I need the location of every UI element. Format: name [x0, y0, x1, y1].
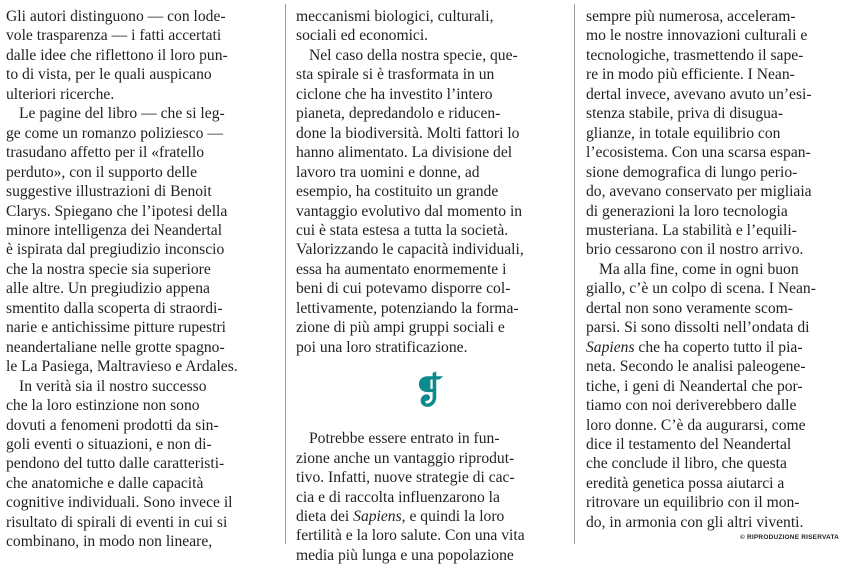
- text-line: In verità sia il nostro successo: [19, 377, 207, 395]
- text-line: Clarys. Spiegano che l’ipotesi della: [6, 202, 228, 220]
- text-line: beni di cui potevamo disporre col-: [296, 280, 511, 298]
- text-line: ciclone che ha investito l’intero: [296, 85, 493, 103]
- text-line: tiamo con noi deriverebbero dalle: [586, 397, 797, 415]
- copyright-notice: © RIPRODUZIONE RISERVATA: [740, 534, 840, 541]
- text-line: brio cessarono con il nostro arrivo.: [586, 241, 804, 259]
- text-line: neandertaliane nelle grotte spagno-: [6, 338, 225, 356]
- text-line: to di vista, per le quali auspicano: [6, 66, 212, 84]
- text-line: dieta dei Sapiens, e quindi la loro: [296, 507, 505, 525]
- text-line: che la nostra specie sia superiore: [6, 260, 211, 278]
- column-2-bottom: [296, 429, 562, 565]
- text-line: dalle idee che riflettono il loro pun-: [6, 46, 228, 64]
- text-line: lettivamente, potenziando la forma-: [296, 299, 519, 317]
- text-line: mo le nostre innovazioni culturali e: [586, 27, 808, 45]
- text-line: che conclude il libro, che questa: [586, 455, 787, 473]
- section-ornament: ❡: [413, 371, 445, 412]
- text-line: cui è stata estesa a tutta la società.: [296, 221, 509, 239]
- text-line: vole trasparenza — i fatti accertati: [6, 27, 222, 45]
- column-divider: [285, 4, 286, 544]
- text-line: do, avevano conservato per migliaia: [586, 183, 812, 201]
- text-line: dertal non sono veramente scom-: [586, 299, 793, 317]
- text-line: poi una loro stratificazione.: [296, 338, 468, 356]
- column-2-top: [296, 7, 562, 357]
- text-line: ulteriori ricerche.: [6, 85, 115, 103]
- text-line: sociali ed economici.: [296, 27, 429, 45]
- column-2: [296, 7, 562, 565]
- text-line: dice il testamento del Neandertal: [586, 435, 792, 453]
- text-line: goli eventi o situazioni, e non di-: [6, 435, 212, 453]
- text-line: ritrovare un equilibrio con il mon-: [586, 494, 800, 512]
- text-line: zione di più ampi gruppi sociali e: [296, 319, 505, 337]
- text-line: Sapiens che ha coperto tutto il pia-: [586, 338, 803, 356]
- text-line: vantaggio evolutivo dal momento in: [296, 202, 523, 220]
- text-line: eredità genetica possa aiutarci a: [586, 474, 785, 492]
- text-line: suggestive illustrazioni di Benoit: [6, 183, 212, 201]
- text-line: trasudano affetto per il «fratello: [6, 144, 205, 162]
- text-line: Ma alla fine, come in ogni buon: [599, 260, 799, 278]
- text-line: Valorizzando le capacità individuali,: [296, 241, 524, 259]
- text-line: le La Pasiega, Maltravieso e Ardales.: [6, 358, 238, 376]
- text-line: ge come un romanzo poliziesco —: [6, 124, 223, 142]
- text-line: perduto», con il supporto delle: [6, 163, 197, 181]
- text-line: essa ha aumentato enormemente i: [296, 260, 507, 278]
- text-line: dovuti a fenomeni prodotti da sin-: [6, 416, 219, 434]
- text-line: sta spirale si è trasformata in un: [296, 66, 495, 84]
- text-line: musteriana. La stabilità e l’equili-: [586, 221, 797, 239]
- text-line: smentito dalla scoperta di straordi-: [6, 299, 223, 317]
- text-line: re in modo più efficiente. I Nean-: [586, 66, 795, 84]
- text-line: sempre più numerosa, acceleram-: [586, 8, 796, 25]
- text-line: risultato di spirali di eventi in cui si: [6, 513, 228, 531]
- text-line: zione anche un vantaggio riprodut-: [296, 449, 515, 467]
- text-line: di generazioni la loro tecnologia: [586, 202, 788, 220]
- text-line: tecnologiche, trasmettendo il sape-: [586, 46, 804, 64]
- column-1: [6, 7, 274, 552]
- text-line: minore intelligenza dei Neandertal: [6, 221, 223, 239]
- text-line: tiche, i geni di Neandertal che por-: [586, 377, 803, 395]
- text-line: pendono del tutto dalle caratteristi-: [6, 455, 225, 473]
- text-line: media più lunga e una popolazione: [296, 546, 514, 564]
- text-line: esempio, ha costituito un grande: [296, 183, 499, 201]
- text-line: narie e antichissime pitture rupestri: [6, 319, 226, 337]
- text-line: giallo, c’è un colpo di scena. I Nean-: [586, 280, 816, 298]
- text-line: Gli autori distinguono — con lode-: [6, 8, 226, 25]
- text-line: fertilità e la loro salute. Con una vita: [296, 527, 525, 545]
- text-line: parsi. Si sono dissolti nell’ondata di: [586, 319, 810, 337]
- text-line: Potrebbe essere entrato in fun-: [309, 430, 500, 448]
- text-line: glianze, in totale equilibrio con: [586, 124, 781, 142]
- text-line: meccanismi biologici, culturali,: [296, 8, 494, 25]
- text-line: lavoro tra uomini e donne, ad: [296, 163, 480, 181]
- column-divider: [574, 4, 575, 544]
- text-line: l’ecosistema. Con una scarsa espan-: [586, 144, 811, 162]
- text-line: tivo. Infatti, nuove strategie di cac-: [296, 469, 515, 487]
- text-line: loro donne. C’è da augurarsi, come: [586, 416, 806, 434]
- text-line: alle altre. Un pregiudizio appena: [6, 280, 210, 298]
- text-line: Le pagine del libro — che si leg-: [19, 105, 225, 123]
- text-line: è ispirata dal pregiudizio inconscio: [6, 241, 225, 259]
- text-line: Nel caso della nostra specie, que-: [309, 46, 518, 64]
- text-line: do, in armonia con gli altri viventi.: [586, 513, 804, 531]
- text-line: stenza stabile, priva di disugua-: [586, 105, 784, 123]
- column-3: [586, 7, 850, 532]
- text-line: combinano, in modo non lineare,: [6, 533, 213, 551]
- text-line: neta. Secondo le analisi paleogene-: [586, 358, 806, 376]
- text-line: che anatomiche e dalle capacità: [6, 474, 204, 492]
- text-line: done la biodiversità. Molti fattori lo: [296, 124, 520, 142]
- text-line: sione demografica di lungo perio-: [586, 163, 798, 181]
- text-line: cognitive individuali. Sono invece il: [6, 494, 233, 512]
- text-line: cia e di raccolta influenzarono la: [296, 488, 500, 506]
- text-line: hanno alimentato. La divisione del: [296, 144, 513, 162]
- text-line: pianeta, depredandolo e riducen-: [296, 105, 501, 123]
- text-line: che la loro estinzione non sono: [6, 397, 200, 415]
- text-line: dertal invece, avevano avuto un’esi-: [586, 85, 812, 103]
